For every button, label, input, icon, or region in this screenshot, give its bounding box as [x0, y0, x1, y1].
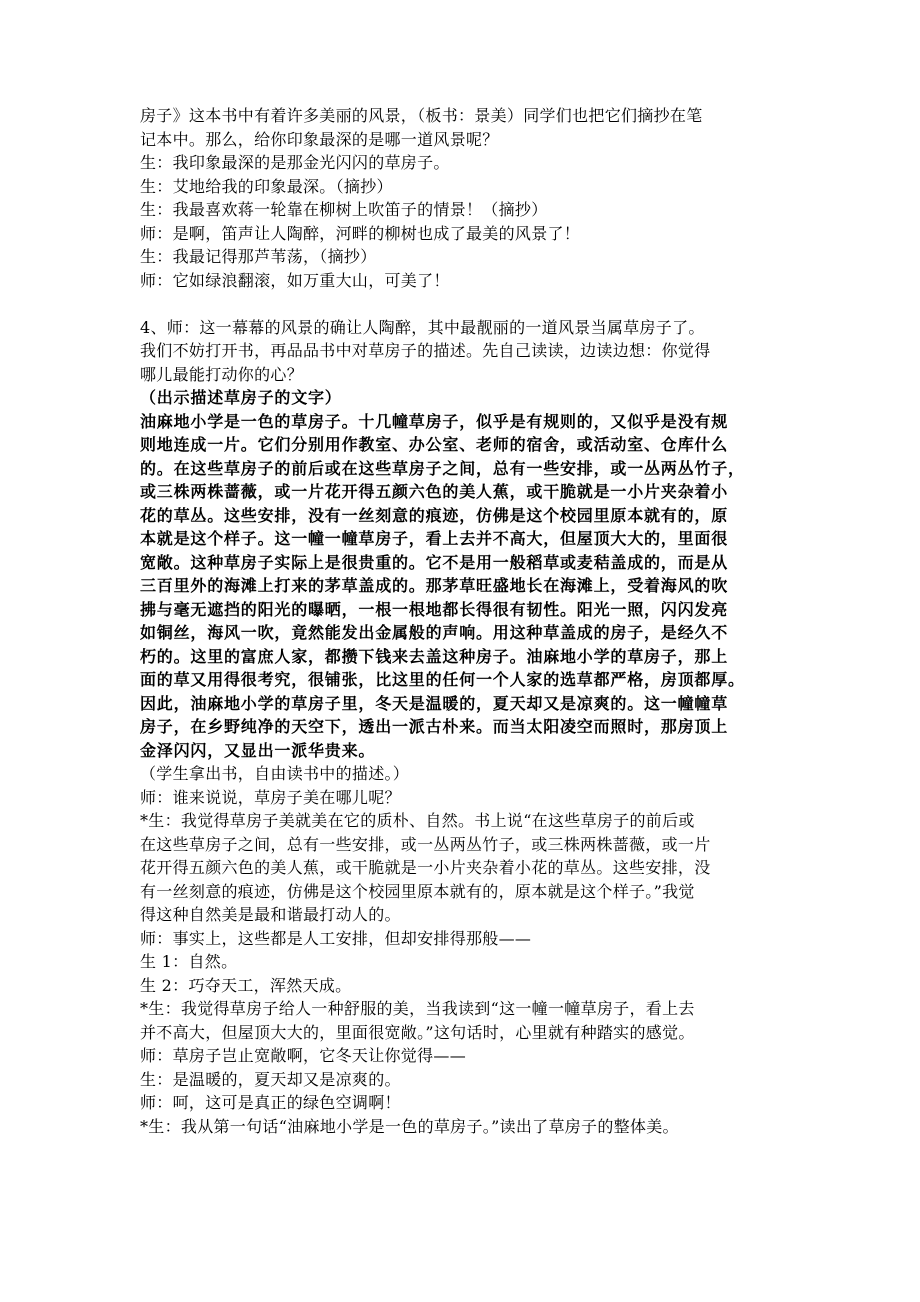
text-line: 生：艾地给我的印象最深。（摘抄） — [140, 176, 393, 196]
passage-line: 房子，在乡野纯净的天空下，透出一派古朴来。而当太阳凌空而照时，那房顶上 — [140, 717, 729, 736]
passage-line: 油麻地小学是一色的草房子。十几幢草房子，似乎是有规则的，又似乎是没有规 — [140, 411, 729, 431]
text-line: *生：我从第一句话“油麻地小学是一色的草房子。”读出了草房子的整体美。 — [140, 1116, 679, 1136]
text-line: （学生拿出书，自由读书中的描述。） — [140, 764, 410, 783]
passage-line: 花的草丛。这些安排，没有一丝刻意的痕迹，仿佛是这个校园里原本就有的，原 — [140, 505, 729, 525]
text-line: 生：我最记得那芦苇荡，（摘抄） — [140, 247, 377, 266]
document-page — [140, 104, 782, 1138]
passage-line: 本就是这个样子。这一幢一幢草房子，看上去并不高大，但屋顶大大的，里面很 — [140, 529, 729, 548]
text-line: 我们不妨打开书，再品品书中对草房子的描述。先自己读读，边读边想：你觉得 — [140, 341, 711, 360]
passage-line: 拂与毫无遮挡的阳光的曝晒，一根一根地都长得很有韧性。阳光一照，闪闪发亮 — [140, 599, 729, 619]
passage-line: 或三株两株蔷薇，或一片花开得五颜六色的美人蕉，或干脆就是一小片夹杂着小 — [140, 482, 729, 501]
text-line: 师：事实上，这些都是人工安排，但却安排得那般—— — [140, 928, 532, 948]
text-line: 4、师：这一幕幕的风景的确让人陶醉，其中最靓丽的一道风景当属草房子了。 — [140, 317, 705, 337]
text-line: 生：我印象最深的是那金光闪闪的草房子。 — [140, 153, 450, 172]
quoted-passage — [140, 386, 782, 762]
text-line: 师：它如绿浪翻滚，如万重大山，可美了！ — [140, 270, 450, 290]
passage-line: 如铜丝，海风一吹，竟然能发出金属般的声响。用这种草盖成的房子，是经久不 — [140, 623, 729, 642]
text-line: 师：呵，这可是真正的绿色空调啊！ — [140, 1093, 401, 1112]
text-line: 师：是啊，笛声让人陶醉，河畔的柳树也成了最美的风景了！ — [140, 223, 581, 243]
text-line: 师：草房子岂止宽敞啊，它冬天让你觉得—— — [140, 1046, 467, 1065]
passage-line: 宽敞。这种草房子实际上是很贵重的。它不是用一般稻草或麦秸盖成的，而是从 — [140, 552, 729, 572]
text-line: 哪儿最能打动你的心？ — [140, 364, 304, 384]
section-4-block — [140, 316, 782, 387]
text-line: 生 2：巧夺天工，浑然天成。 — [140, 975, 352, 995]
text-line: 并不高大，但屋顶大大的，里面很宽敞。”这句话时，心里就有种踏实的感觉。 — [140, 1022, 695, 1042]
text-line: 花开得五颜六色的美人蕉，或干脆就是一小片夹杂着小花的草丛。这些安排，没 — [140, 858, 711, 877]
text-line: 生 1：自然。 — [140, 952, 238, 971]
text-line: 记本中。那么，给你印象最深的是哪一道风景呢？ — [140, 129, 499, 149]
text-line: 生：是温暖的，夏天却又是凉爽的。 — [140, 1069, 401, 1089]
passage-line: 朽的。这里的富庶人家，都攒下钱来去盖这种房子。油麻地小学的草房子，那上 — [140, 646, 729, 666]
text-line: 在这些草房子之间，总有一些安排，或一丛两丛竹子，或三株两株蔷薇，或一片 — [140, 834, 711, 854]
passage-heading: （出示描述草房子的文字） — [140, 388, 342, 407]
passage-line: 则地连成一片。它们分别用作教室、办公室、老师的宿舍，或活动室、仓库什么 — [140, 435, 729, 454]
dialogue-block — [140, 762, 782, 1138]
passage-line: 面的草又用得很考究，很铺张，比这里的任何一个人家的选草都严格，房顶都厚。 — [140, 670, 745, 689]
paragraph-spacer — [140, 292, 782, 316]
intro-block — [140, 104, 782, 292]
text-line: *生：我觉得草房子美就美在它的质朴、自然。书上说“在这些草房子的前后或 — [140, 811, 695, 830]
text-line: 生：我最喜欢蒋一轮靠在柳树上吹笛子的情景！（摘抄） — [140, 200, 548, 219]
text-line: 房子》这本书中有着许多美丽的风景，（板书：景美）同学们也把它们摘抄在笔 — [140, 106, 703, 125]
passage-line: 金泽闪闪，又显出一派华贵来。 — [140, 740, 376, 760]
text-line: 有一丝刻意的痕迹，仿佛是这个校园里原本就有的，原本就是这个样子。”我觉 — [140, 881, 695, 901]
text-line: 师：谁来说说，草房子美在哪儿呢？ — [140, 787, 401, 807]
text-line: *生：我觉得草房子给人一种舒服的美，当我读到“这一幢一幢草房子，看上去 — [140, 999, 695, 1018]
passage-line: 三百里外的海滩上打来的茅草盖成的。那茅草旺盛地长在海滩上，受着海风的吹 — [140, 576, 729, 595]
text-line: 得这种自然美是最和谐最打动人的。 — [140, 905, 401, 924]
passage-line: 因此，油麻地小学的草房子里，冬天是温暖的，夏天却又是凉爽的。这一幢幢草 — [140, 693, 729, 713]
passage-line: 的。在这些草房子的前后或在这些草房子之间，总有一些安排，或一丛两丛竹子， — [140, 458, 745, 478]
